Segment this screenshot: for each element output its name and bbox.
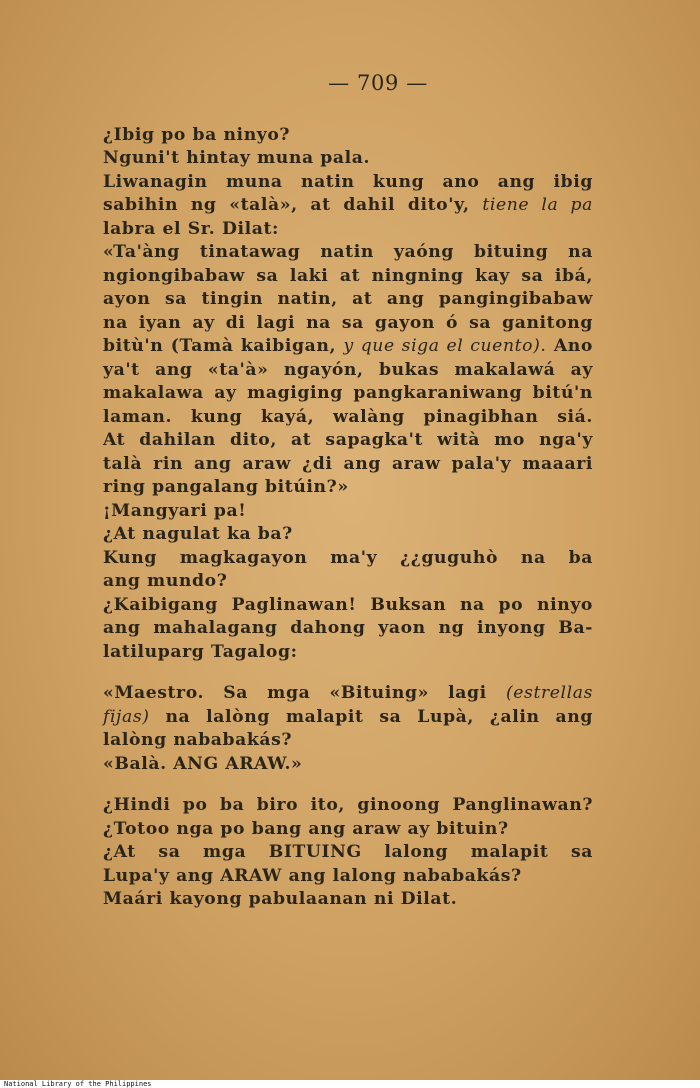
text-line: latiluparg Tagalog: <box>103 641 298 662</box>
text-line: fijas) na lalòng malapit sa Lupà, ¿alin ang <box>103 706 593 727</box>
text-line: «Balà. ANG ARAW.» <box>103 753 303 774</box>
text-line: At dahilan dito, at sapagka't wità mo nga'y <box>103 430 593 450</box>
text-line: na iyan ay di lagi na sa gayon ó sa ganitong <box>103 312 593 333</box>
text-line: ang mahalagang dahong yaon ng inyong Ba- <box>103 618 593 638</box>
text-line: «Maestro. Sa mga «Bituing» lagi (estrellas <box>103 683 594 703</box>
text-line: Kung magkagayon ma'y ¿¿guguhò na ba <box>103 547 593 568</box>
page-text <box>103 72 593 912</box>
text-line: sabihin ng «talà», at dahil dito'y, tiene la pa <box>103 195 593 215</box>
spacer <box>103 776 593 794</box>
text-line: ¡Mangyari pa! <box>103 500 247 521</box>
text-line: ayon sa tingin natin, at ang pangingibabaw <box>103 289 593 309</box>
text-line: ¿Kaibigang Paglinawan! Buksan na po ninyo <box>103 594 593 615</box>
text-line: makalawa ay magiging pangkaraniwang bitú'n <box>103 383 593 403</box>
text-line: ang mundo? <box>103 571 228 591</box>
text-line: laman. kung kayá, walàng pinagibhan siá. <box>103 406 593 427</box>
text-line: ngiongibabaw sa laki at ningning kay sa ibá, <box>103 265 593 286</box>
page-number: — 709 — <box>328 71 428 95</box>
library-credit: National Library of the Philippines <box>4 1080 152 1088</box>
text-line: talà rin ang araw ¿di ang araw pala'y maaari <box>103 453 593 474</box>
text-line: Nguni't hintay muna pala. <box>103 148 371 168</box>
text-line: ¿Hindi po ba biro ito, ginoong Panglinawan? <box>103 795 593 815</box>
text-line: ¿Totoo nga po bang ang araw ay bituin? <box>103 818 509 839</box>
text-line: ¿At nagulat ka ba? <box>103 524 293 544</box>
italic-phrase: (estrellas <box>505 683 594 703</box>
text-line: ya't ang «ta'à» ngayón, bukas makalawá ay <box>103 359 593 380</box>
text-line: ¿Ibig po ba ninyo? <box>103 124 291 145</box>
italic-phrase: y que siga el cuento). <box>343 336 547 356</box>
text-line: ¿At sa mga BITUING lalong malapit sa <box>103 842 593 862</box>
text-line: Lupa'y ang ARAW ang lalong nababakás? <box>103 865 522 886</box>
italic-phrase: tiene la pa <box>482 195 593 215</box>
text-line: lalòng nababakás? <box>103 730 293 750</box>
text-line: Maári kayong pabulaanan ni Dilat. <box>103 889 458 909</box>
text-line: bitù'n (Tamà kaibigan, y que siga el cuento). Ano <box>103 336 593 356</box>
text-line: ring pangalang bitúin?» <box>103 477 349 497</box>
text-line: labra el Sr. Dilat: <box>103 218 279 239</box>
text-line: Liwanagin muna natin kung ano ang ibig <box>103 171 593 192</box>
spacer <box>103 664 593 682</box>
italic-phrase: fijas) <box>103 706 150 727</box>
text-line: «Ta'àng tinatawag natin yaóng bituing na <box>103 242 593 262</box>
